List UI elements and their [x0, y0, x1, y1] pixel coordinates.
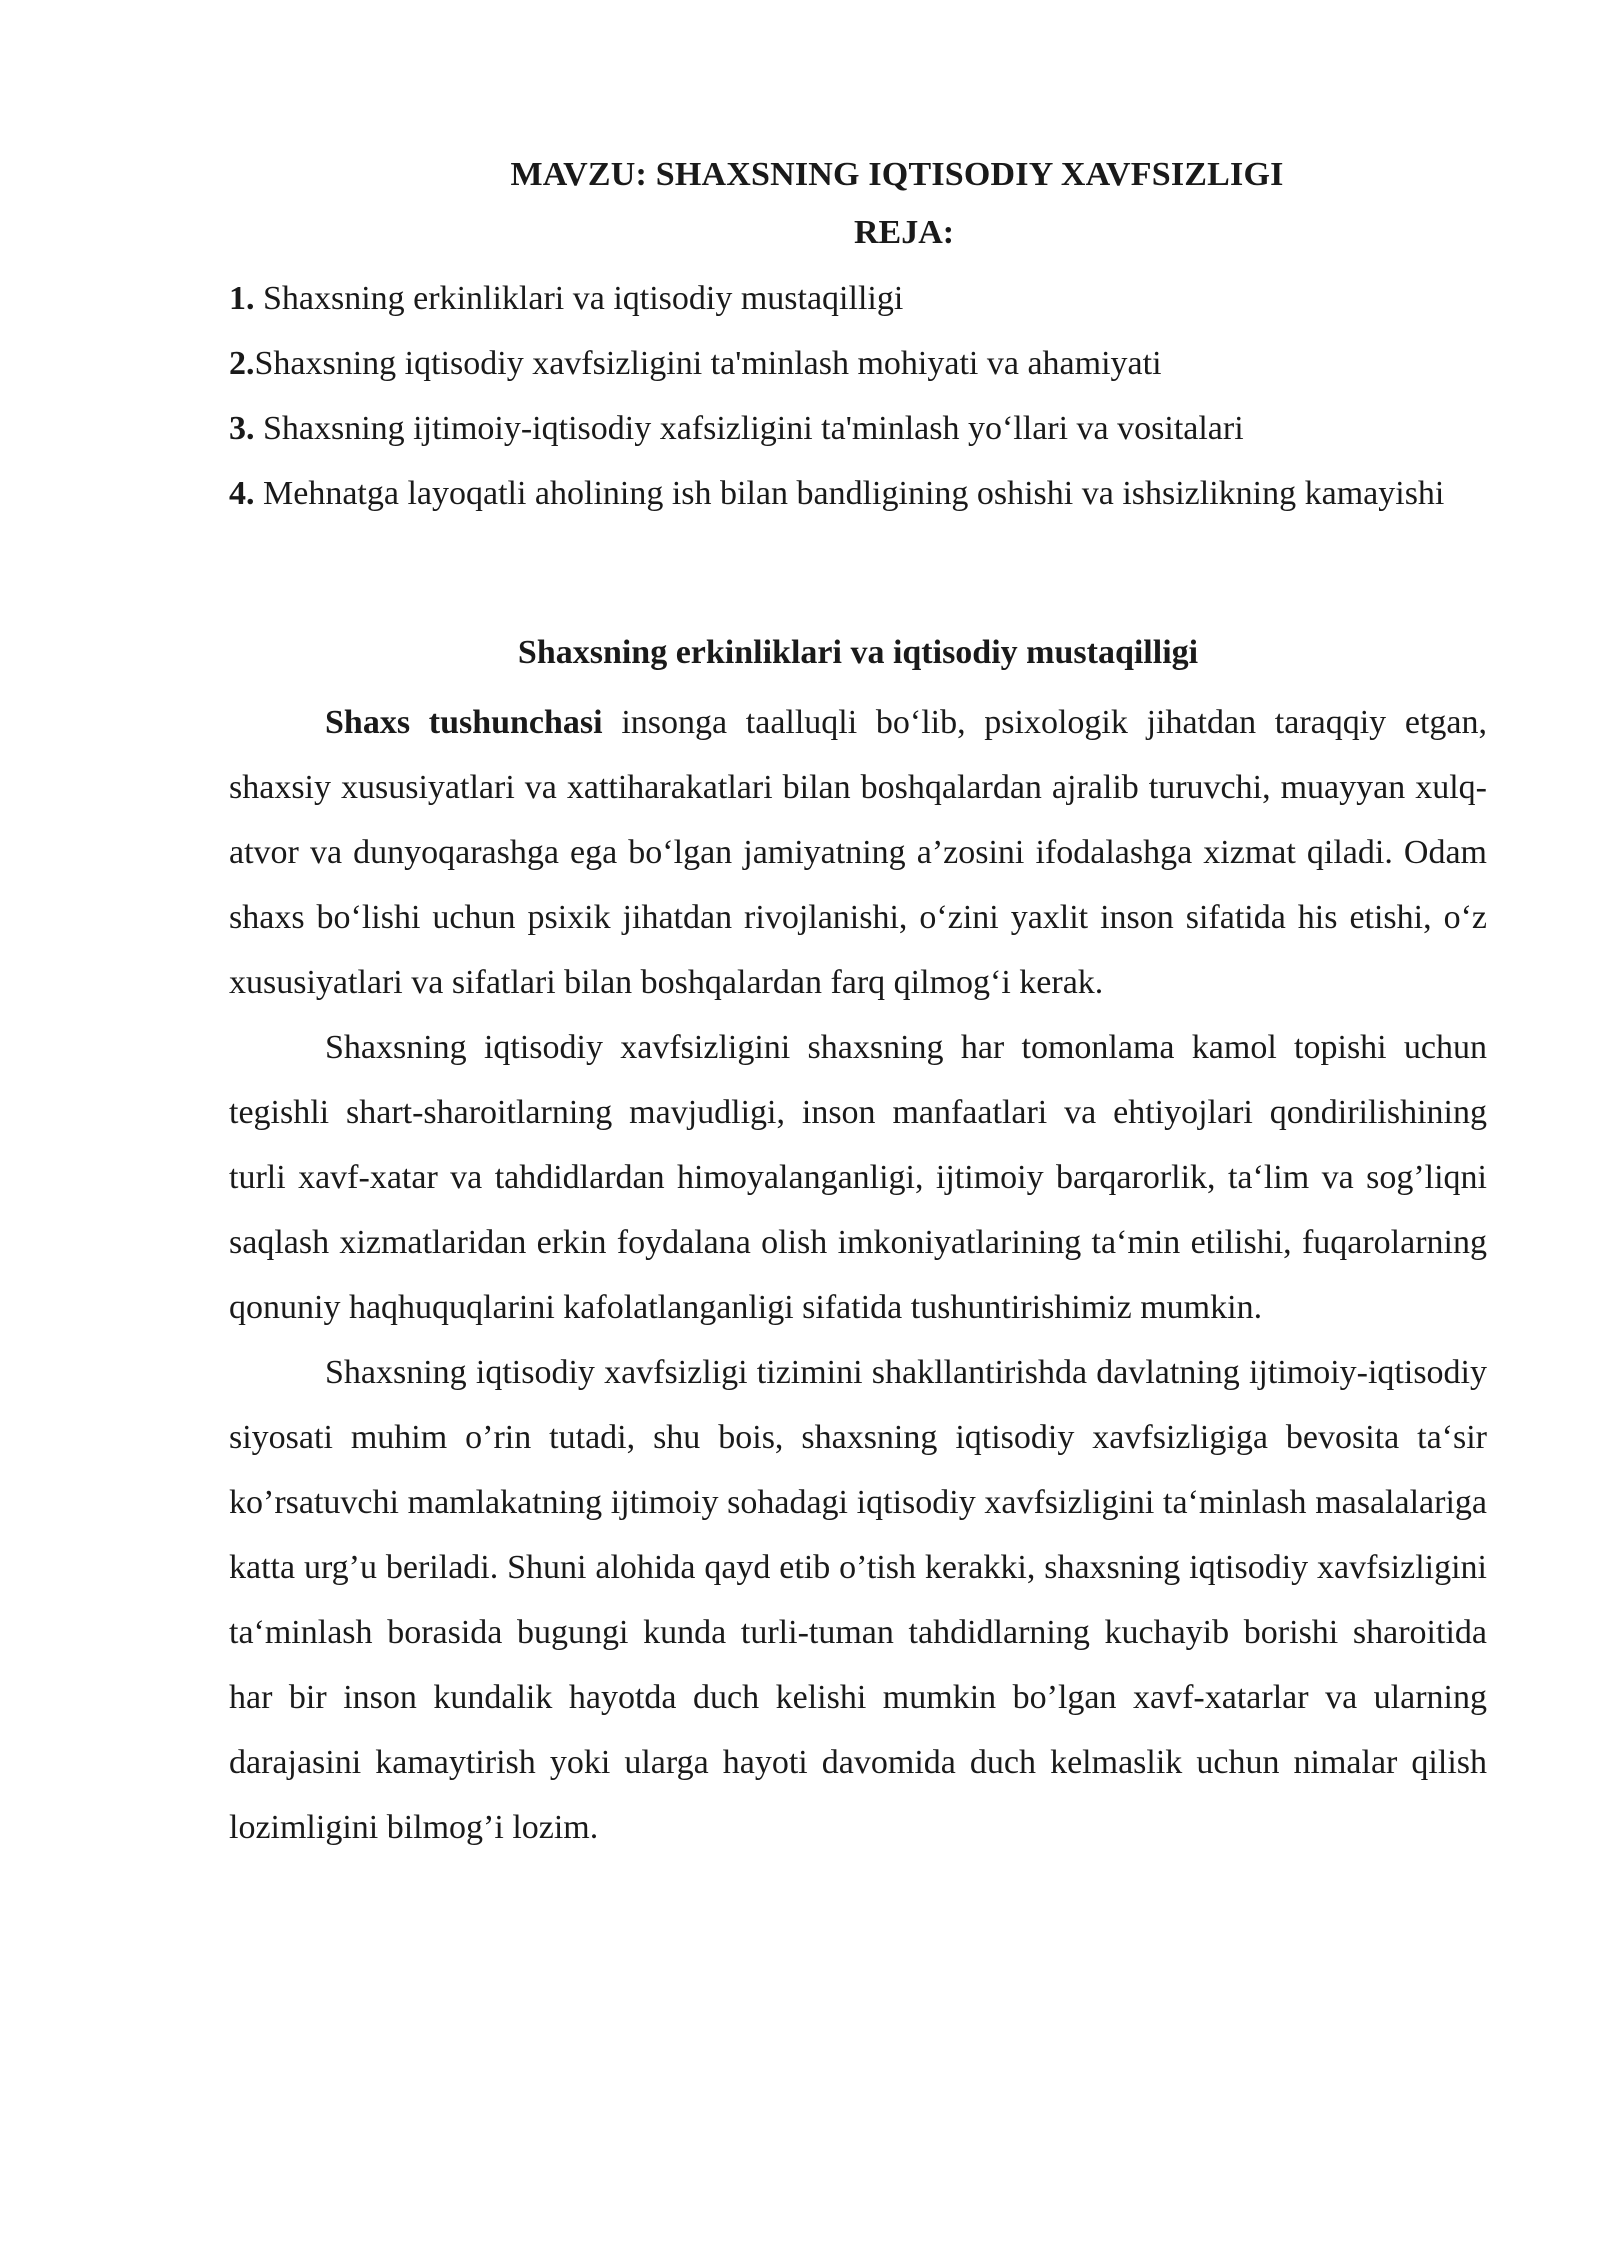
plan-item-number: 1. — [229, 280, 255, 317]
plan-item — [229, 461, 1487, 526]
plan-item-text: Shaxsning ijtimoiy-iqtisodiy xafsizligini ta'minlash yo‘llari va vositalari — [254, 410, 1244, 447]
plan-item — [229, 266, 1487, 331]
paragraph-3: Shaxsning iqtisodiy xavfsizligi tizimini shakllantirishda davlatning ijtimoiy-iqtisodiy siyosati muhim o’rin tutadi, shu bois, shaxsning iqtisodiy xavfsizligiga bevosita ta‘sir ko’rsatuvchi mamlakatning ijtimoiy sohadagi iqtisodiy xavfsizligini ta‘minlash masalalariga katta urg’u beriladi. Shuni alohida qayd etib o’tish kerakki, shaxsning iqtisodiy xavfsizligini ta‘minlash borasida bugungi kunda turli-tuman tahdidlarning kuchayib borishi sharoitida har bir inson kundalik hayotda duch kelishi mumkin bo’lgan xavf-xatarlar va ularning darajasini kamaytirish yoki ularga hayoti davomida duch kelmaslik uchun nimalar qilish lozimligini bilmog’i lozim. — [229, 1354, 1487, 1846]
plan-item-number: 3. — [229, 410, 255, 447]
paragraph-2: Shaxsning iqtisodiy xavfsizligini shaxsning har tomonlama kamol topishi uchun tegishli shart-sharoitlarning mavjudligi, inson manfaatlari va ehtiyojlari qondirilishining turli xavf-xatar va tahdidlardan himoyalanganligi, ijtimoiy barqarorlik, ta‘lim va sog’liqni saqlash xizmatlaridan erkin foydalana olish imkoniyatlarining ta‘min etilishi, fuqarolarning qonuniy haqhuquqlarini kafolatlanganligi sifatida tushuntirishimiz mumkin. — [229, 1029, 1487, 1326]
plan-item-text: Mehnatga layoqatli aholining ish bilan bandligining oshishi va ishsizlikning kamayishi — [254, 475, 1445, 512]
section-heading: Shaxsning erkinliklari va iqtisodiy mustaqilligi — [517, 634, 1199, 671]
plan-item-text: Shaxsning iqtisodiy xavfsizligini ta'minlash mohiyati va ahamiyati — [254, 345, 1162, 382]
plan-heading: REJA: — [854, 214, 955, 251]
paragraph-1 — [229, 690, 1487, 1015]
document-title: MAVZU: SHAXSNING IQTISODIY XAVFSIZLIGI — [510, 156, 1284, 193]
term-bold: Shaxs tushunchasi — [325, 704, 603, 741]
plan-item-number: 4. — [229, 475, 255, 512]
plan-list — [229, 266, 1487, 526]
plan-item — [229, 331, 1487, 396]
plan-item — [229, 396, 1487, 461]
plan-item-number: 2. — [229, 345, 255, 382]
document-page — [229, 148, 1487, 1860]
paragraph-1-text: insonga taalluqli bo‘lib, psixologik jihatdan taraqqiy etgan, shaxsiy xususiyatlari va xattiharakatlari bilan boshqalardan ajralib turuvchi, muayyan xulq-atvor va dunyoqarashga ega bo‘lgan jamiyatning a’zosini ifodalashga xizmat qiladi. Odam shaxs bo‘lishi uchun psixik jihatdan rivojlanishi, o‘zini yaxlit inson sifatida his etishi, o‘z xususiyatlari va sifatlari bilan boshqalardan farq qilmog‘i kerak. — [229, 704, 1488, 1001]
plan-item-text: Shaxsning erkinliklari va iqtisodiy mustaqilligi — [254, 280, 904, 317]
